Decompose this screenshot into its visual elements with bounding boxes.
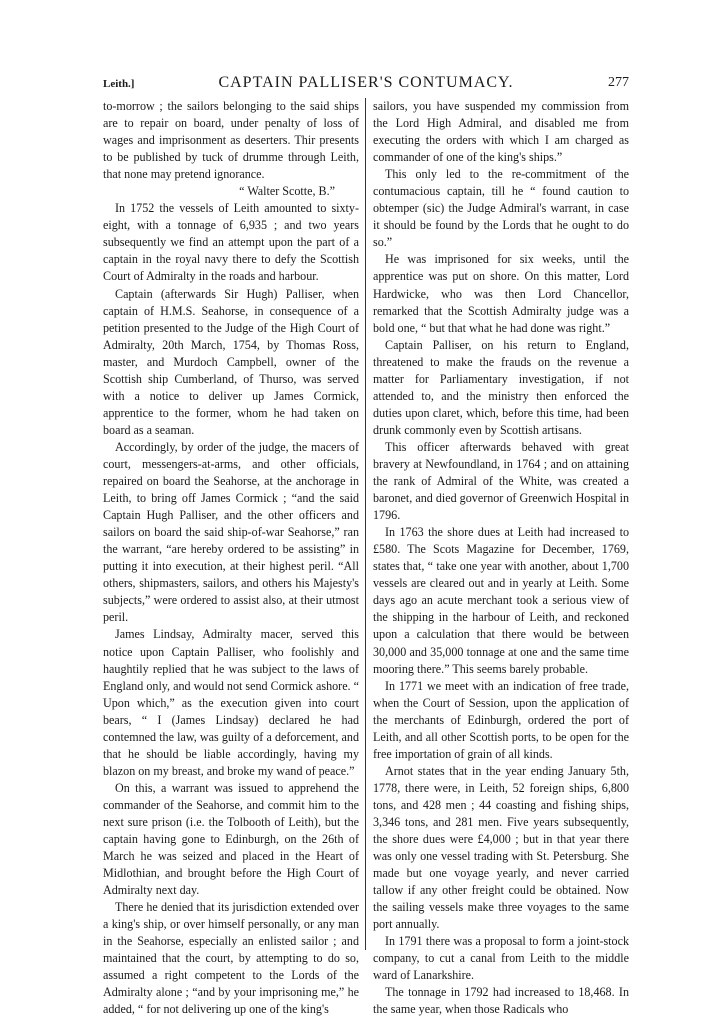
paragraph: Captain (afterwards Sir Hugh) Palliser, when captain of H.M.S. Seahorse, in consequence of a petition presented to the Judge of the High Court of Admiralty, 20th March, 1754, by Thomas Ross, master, and Murdoch Campbell, owner of the Scottish ship Cumberland, of Thurso, was served with a notice to deliver up James Cormick, apprentice to the former, whom he had taken on board as a seaman. xyxy=(103,286,359,437)
paragraph: The tonnage in 1792 had increased to 18,468. In the same year, when those Radicals who xyxy=(373,985,629,1017)
paragraph: sailors, you have suspended my commission from the Lord High Admiral, and disabled me from executing the orders with which I am charged as commander of one of the king's ships.” xyxy=(373,99,629,165)
signature-line: “ Walter Scotte, B.” xyxy=(239,184,335,199)
section-label: Leith.] xyxy=(103,78,135,90)
paragraph: In 1791 there was a proposal to form a joint-stock company, to cut a canal from Leith to the middle ward of Lanarkshire. xyxy=(373,934,629,983)
paragraph: Accordingly, by order of the judge, the macers of court, messengers-at-arms, and other officials, repaired on board the Seahorse, at the anchorage in Leith, to bring off James Cormick ; “and the said Captain Hugh Palliser, and the other officers and sailors on board the said ship-of-war Seahorse,” ran the warrant, “are hereby ordered to be assisting” in putting it into execution, at their highest peril. “All others, shipmasters, sailors, and others his Majesty's subjects,” were ordered to assist also, at their utmost peril. xyxy=(103,439,359,625)
paragraph: On this, a warrant was issued to apprehend the commander of the Seahorse, and commit him to the next sure prison (i.e. the Tolbooth of Leith), but the captain having gone to Edinburgh, on the 26th of March he was seized and placed in the Heart of Midlothian, and brought before the High Court of Admiralty next day. xyxy=(103,780,359,898)
page-number: 277 xyxy=(608,75,629,90)
paragraph: This only led to the re-commitment of the contumacious captain, till he “ found caution to obtemper (sic) the Judge Admiral's warrant, in case it should be found by the Lords that he ought to do so.” xyxy=(373,167,629,250)
paragraph: There he denied that its jurisdiction extended over a king's ship, or over himself personally, or any man in the Seahorse, especially an enlisted sailor ; and maintained that the court, by attempting to do so, assumed a right competent to the Lords of the Admiralty alone ; “and by your imprisoning me,” he added, “ for not delivering up one of the king's xyxy=(103,900,359,1017)
paragraph: Captain Palliser, on his return to England, threatened to make the frauds on the revenue a matter for Parliamentary investigation, if not attended to, and the ministry then enforced the duties upon claret, which, before this time, had been drunk commonly even by Scottish artisans. xyxy=(373,337,629,437)
paragraph: This officer afterwards behaved with great bravery at Newfoundland, in 1764 ; and on attaining the rank of Admiral of the White, was created a baronet, and died governor of Greenwich Hospital in 1796. xyxy=(373,439,629,523)
paragraph: He was imprisoned for six weeks, until the apprentice was put on shore. On this matter, Lord Hardwicke, who was then Lord Chancellor, remarked that the Scottish Admiralty judge was a bold one, “ but that what he had done was right.” xyxy=(373,252,629,335)
paragraph: Arnot states that in the year ending January 5th, 1778, there were, in Leith, 52 foreign ships, 6,800 tons, and 428 men ; 44 coasting and fishing ships, 3,346 tons, and 281 men. Five years subsequently, the shore dues were £4,000 ; but in that year there was only one vessel trading with St. Petersburg. She made but one voyage yearly, and never carried tallow if any other freight could be obtained. Now the sailing vessels make three voyages to the same port annually. xyxy=(373,763,629,932)
paragraph: James Lindsay, Admiralty macer, served this notice upon Captain Palliser, who foolishly and haughtily replied that he was subject to the laws of England only, and would not send Cormick ashore. “ Upon which,” as the execution given into court bears, “ I (James Lindsay) declared he had contemned the law, was guilty of a deforcement, and that he should be liable accordingly, having my blazon on my breast, and broke my wand of peace.” xyxy=(103,627,359,778)
paragraph: In 1771 we meet with an indication of free trade, when the Court of Session, upon the application of the merchants of Edinburgh, ordered the port of Leith, and all other Scottish ports, to be open for the free importation of grain of all kinds. xyxy=(373,678,629,761)
paragraph: In 1752 the vessels of Leith amounted to sixty-eight, with a tonnage of 6,935 ; and two years subsequently we find an attempt upon the part of a captain in the royal navy there to defy the Scottish Court of Admiralty in the roads and harbour. xyxy=(103,201,359,284)
left-column xyxy=(103,98,359,1019)
paragraph: to-morrow ; the sailors belonging to the said ships are to repair on board, under penalty of loss of wages and imprisonment as deserters. Thir presents to be published by tuck of drumme through Leith, that none may pretend ignorance. xyxy=(103,99,359,182)
paragraph: In 1763 the shore dues at Leith had increased to £580. The Scots Magazine for December, 1769, states that, “ take one year with another, about 1,700 vessels are cleared out and in yearly at Leith. Some days ago an acute merchant took a serious view of the shipping in the harbour of Leith, and reckoned upon a calculation that there would be between 30,000 and 35,000 tonnage at one and the same time mooring there.” This seems barely probable. xyxy=(373,525,629,676)
page-title: CAPTAIN PALLISER'S CONTUMACY. xyxy=(218,74,514,91)
right-column xyxy=(373,98,629,1019)
column-divider xyxy=(365,98,366,950)
running-header xyxy=(103,74,629,96)
